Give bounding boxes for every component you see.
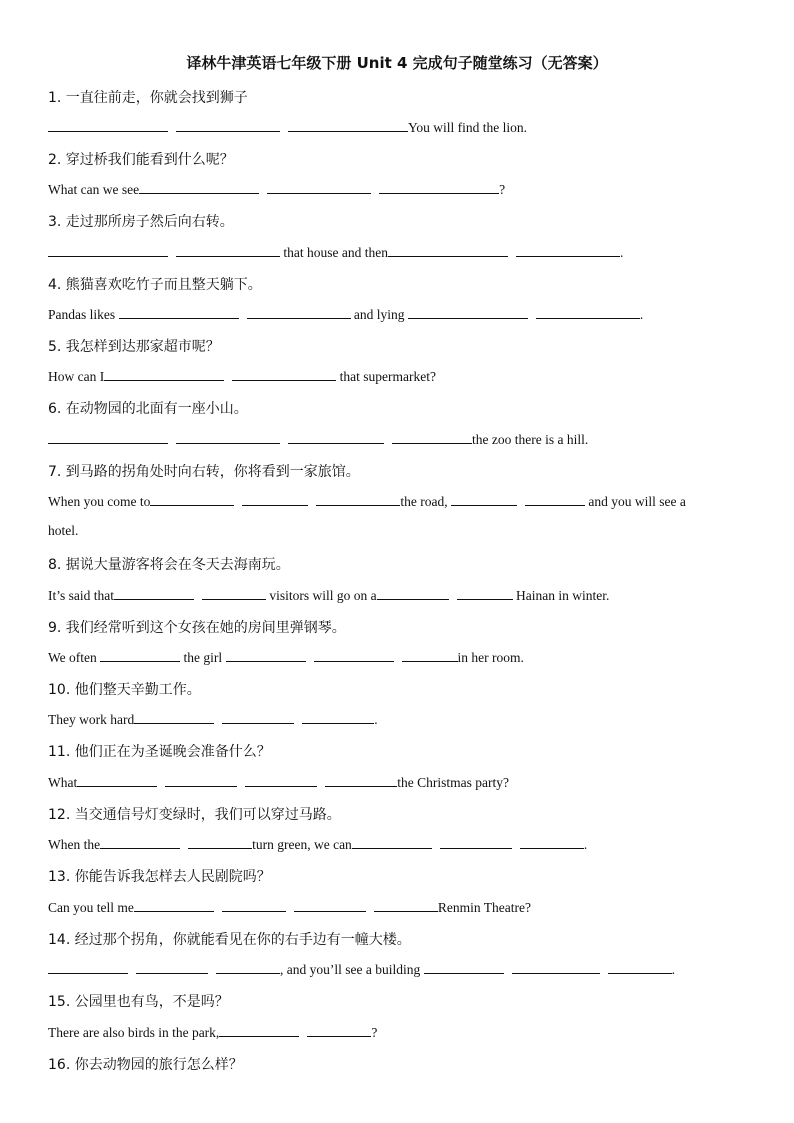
blank[interactable] [451,492,517,506]
blank[interactable] [104,367,224,381]
answer-line-12: When the turn green, we can . [48,837,588,852]
blank[interactable] [424,960,504,974]
blank[interactable] [379,180,499,194]
question-11: 11. 他们正在为圣诞晚会准备什么？ [48,744,271,760]
blank[interactable] [100,835,180,849]
answer-line-14: , and you’ll see a building . [48,960,675,978]
blank[interactable] [525,492,585,506]
blank[interactable] [176,118,280,132]
blank[interactable] [119,305,239,319]
answer-line-7: When you come to the road, and you will see a [48,494,686,509]
question-3: 3. 走过那所房子然后向右转。 [48,214,234,230]
question-16: 16. 你去动物园的旅行怎么样？ [48,1057,243,1073]
blank[interactable] [150,492,234,506]
answer-line-5: How can I that supermarket? [48,369,436,384]
blank[interactable] [139,180,259,194]
answer-line-8: It’s said that visitors will go on a Hainan in winter. [48,588,610,603]
blank[interactable] [245,773,317,787]
blank[interactable] [325,773,397,787]
blank[interactable] [48,118,168,132]
blank[interactable] [520,835,584,849]
question-7: 7. 到马路的拐角处时向右转，你将看到一家旅馆。 [48,464,360,480]
answer-line-1: You will find the lion. [48,118,527,136]
answer-line-13: Can you tell me Renmin Theatre? [48,900,531,915]
blank[interactable] [294,898,366,912]
blank[interactable] [247,305,351,319]
answer-line-4: Pandas likes and lying . [48,307,644,322]
question-12: 12. 当交通信号灯变绿时，我们可以穿过马路。 [48,807,341,823]
answer-line-11: What the Christmas party? [48,775,509,790]
blank[interactable] [314,648,394,662]
blank[interactable] [48,243,168,257]
question-2: 2. 穿过桥我们能看到什么呢？ [48,152,234,168]
answer-line-6: the zoo there is a hill. [48,430,588,448]
answer-line-9: We often the girl in her room. [48,650,524,665]
blank[interactable] [100,648,180,662]
blank[interactable] [176,430,280,444]
question-15: 15. 公园里也有鸟，不是吗？ [48,994,229,1010]
blank[interactable] [48,960,128,974]
blank[interactable] [176,243,280,257]
blank[interactable] [77,773,157,787]
blank[interactable] [457,586,513,600]
blank[interactable] [307,1023,371,1037]
question-6: 6. 在动物园的北面有一座小山。 [48,401,248,417]
blank[interactable] [374,898,438,912]
answer-line-15: There are also birds in the park, ? [48,1025,378,1040]
blank[interactable] [288,430,384,444]
blank[interactable] [377,586,449,600]
blank[interactable] [408,305,528,319]
blank[interactable] [188,835,252,849]
blank[interactable] [136,960,208,974]
blank[interactable] [536,305,640,319]
question-1: 1. 一直往前走，你就会找到狮子 [48,90,248,106]
blank[interactable] [219,1023,299,1037]
blank[interactable] [222,710,294,724]
blank[interactable] [516,243,620,257]
blank[interactable] [216,960,280,974]
page-title: 译林牛津英语七年级下册 Unit 4 完成句子随堂练习（无答案） [186,54,608,72]
answer-line-10: They work hard . [48,712,378,727]
answer-line-7-cont: hotel. [48,523,79,538]
blank[interactable] [134,710,214,724]
question-13: 13. 你能告诉我怎样去人民剧院吗？ [48,869,271,885]
blank[interactable] [316,492,400,506]
blank[interactable] [114,586,194,600]
blank[interactable] [392,430,472,444]
blank[interactable] [402,648,458,662]
question-5: 5. 我怎样到达那家超市呢？ [48,339,220,355]
blank[interactable] [352,835,432,849]
blank[interactable] [242,492,308,506]
question-14: 14. 经过那个拐角，你就能看见在你的右手边有一幢大楼。 [48,932,411,948]
blank[interactable] [440,835,512,849]
blank[interactable] [302,710,374,724]
blank[interactable] [388,243,508,257]
blank[interactable] [48,430,168,444]
blank[interactable] [512,960,600,974]
blank[interactable] [165,773,237,787]
blank[interactable] [202,586,266,600]
blank[interactable] [267,180,371,194]
blank[interactable] [226,648,306,662]
answer-line-2: What can we see ? [48,182,506,197]
question-9: 9. 我们经常听到这个女孩在她的房间里弹钢琴。 [48,620,346,636]
blank[interactable] [288,118,408,132]
question-4: 4. 熊猫喜欢吃竹子而且整天躺下。 [48,277,262,293]
question-10: 10. 他们整天辛勤工作。 [48,682,201,698]
blank[interactable] [222,898,286,912]
answer-line-3: that house and then . [48,243,623,261]
blank[interactable] [134,898,214,912]
question-8: 8. 据说大量游客将会在冬天去海南玩。 [48,557,290,573]
blank[interactable] [608,960,672,974]
blank[interactable] [232,367,336,381]
